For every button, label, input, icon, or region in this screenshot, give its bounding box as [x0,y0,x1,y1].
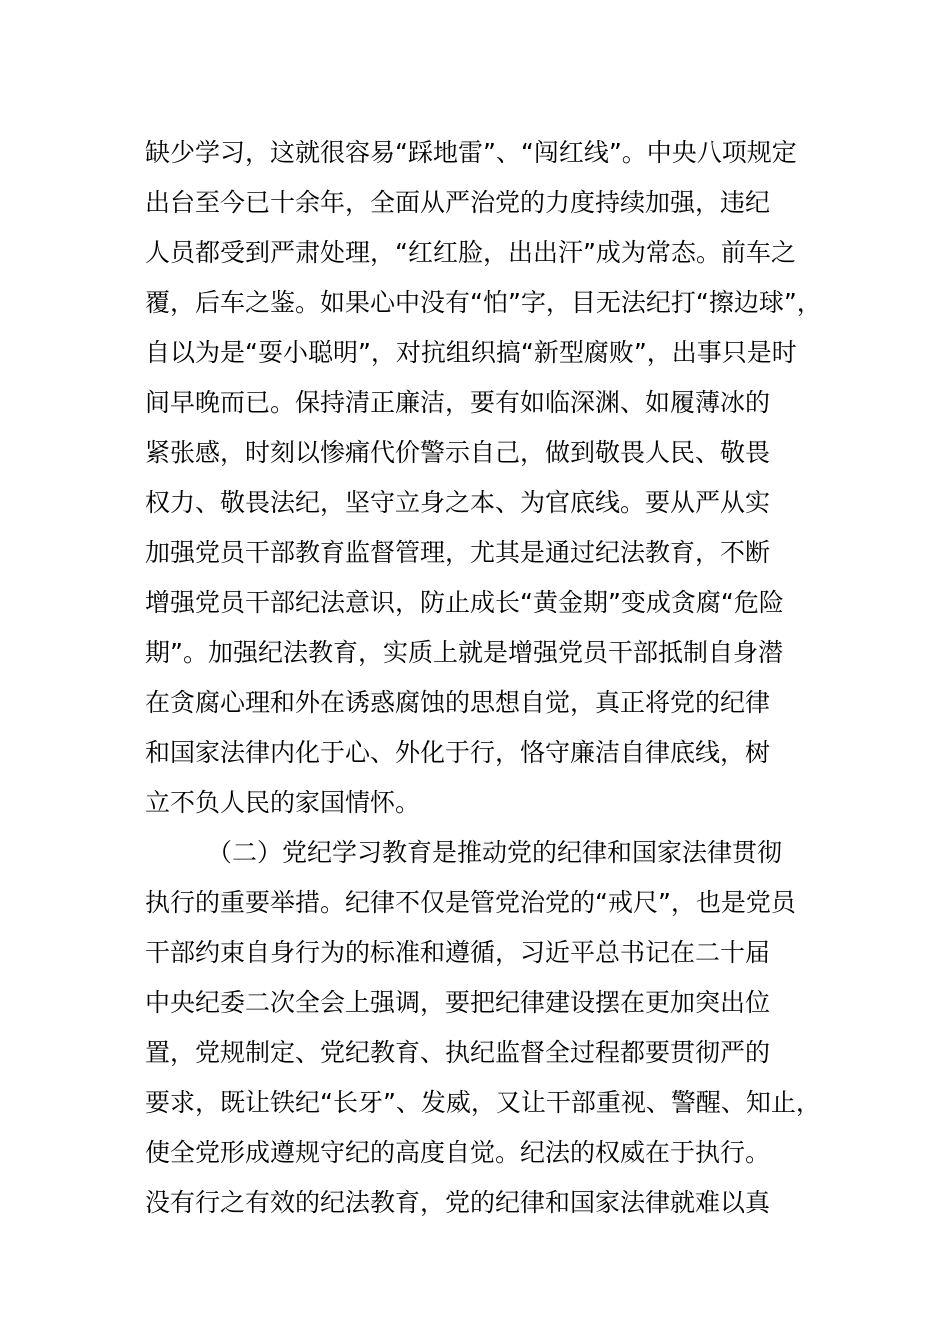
text-line: 自以为是“耍小聪明”，对抗组织搞“新型腐败”，出事只是时 [145,338,797,367]
text-line: 中央纪委二次全会上强调，要把纪律建设摆在更加突出位 [145,988,771,1017]
text-line: 和国家法律内化于心、外化于行，恪守廉洁自律底线，树 [145,738,771,767]
text-line: 出台至今已十余年，全面从严治党的力度持续加强，违纪 [145,188,771,217]
text-line: 间早晚而已。保持清正廉洁，要有如临深渊、如履薄冰的 [145,388,771,417]
text-line: 期”。加强纪法教育，实质上就是增强党员干部抵制自身潜 [145,638,783,667]
text-line: 覆，后车之鉴。如果心中没有“怕”字，目无法纪打“擦边球”， [145,288,822,317]
document-body [145,128,835,1228]
section-heading-line: （二）党纪学习教育是推动党的纪律和国家法律贯彻 [207,838,783,867]
text-line: 增强党员干部纪法意识，防止成长“黄金期”变成贪腐“危险 [145,588,784,617]
text-line: 权力、敬畏法纪，坚守立身之本、为官底线。要从严从实 [145,488,771,517]
text-line: 置，党规制定、党纪教育、执纪监督全过程都要贯彻严的 [145,1038,771,1067]
text-line: 加强党员干部教育监督管理，尤其是通过纪法教育，不断 [145,538,771,567]
text-line: 立不负人民的家国情怀。 [145,788,421,817]
text-line: 人员都受到严肃处理，“红红脸，出出汗”成为常态。前车之 [145,238,796,267]
text-line: 干部约束自身行为的标准和遵循，习近平总书记在二十届 [145,938,771,967]
text-line: 缺少学习，这就很容易“踩地雷”、“闯红线”。中央八项规定 [145,138,797,167]
text-line: 在贪腐心理和外在诱惑腐蚀的思想自觉，真正将党的纪律 [145,688,771,717]
text-line: 没有行之有效的纪法教育，党的纪律和国家法律就难以真 [145,1188,771,1217]
text-line: 使全党形成遵规守纪的高度自觉。纪法的权威在于执行。 [145,1138,771,1167]
text-line: 紧张感，时刻以惨痛代价警示自己，做到敬畏人民、敬畏 [145,438,771,467]
text-line: 执行的重要举措。纪律不仅是管党治党的“戒尺”，也是党员 [145,888,796,917]
text-line: 要求，既让铁纪“长牙”、发威，又让干部重视、警醒、知止， [145,1088,821,1117]
